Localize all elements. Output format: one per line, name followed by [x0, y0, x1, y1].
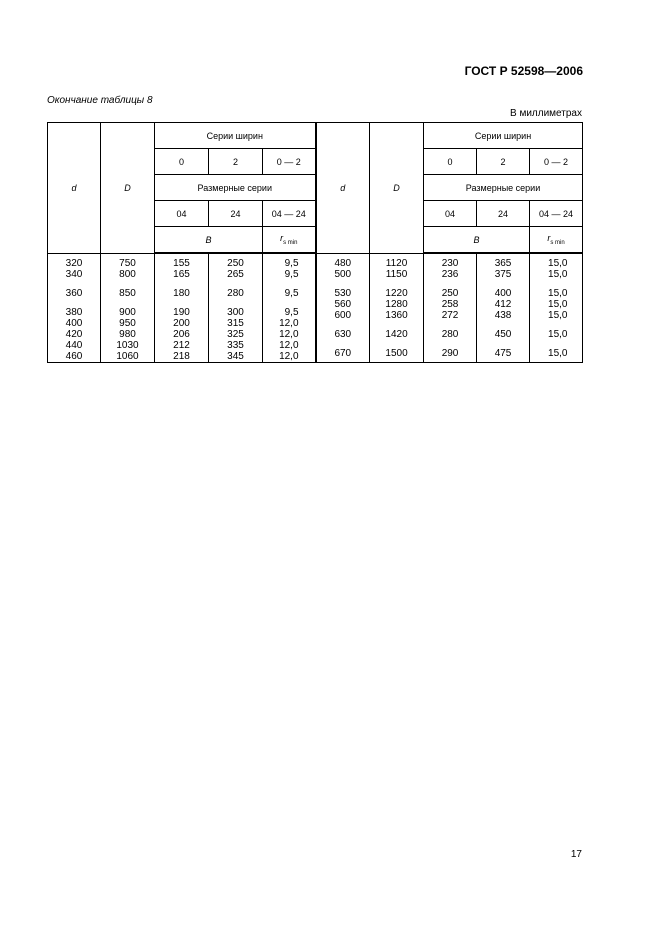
table-cell: 200 [173, 318, 190, 329]
table-cell: 250 [227, 258, 244, 269]
table-cell: 15,0 [548, 288, 568, 299]
table-cell: 670 [334, 347, 352, 359]
table-cell: 335 [227, 340, 244, 351]
table-cell: 850 [119, 287, 136, 299]
header-width-series-right: Серии ширин [424, 123, 583, 149]
table-cell: 258 [441, 299, 459, 310]
col-right-B2 [477, 253, 530, 363]
table-cell: 1060 [116, 350, 139, 362]
table-cell: 320 [65, 257, 83, 269]
header-dimension-series-value: 04 [155, 201, 209, 227]
table-cell: 15,0 [548, 348, 568, 359]
header-width-series-value: 0 [155, 149, 209, 175]
table-cell: 9,5 [284, 258, 299, 269]
col-right-d [316, 253, 370, 363]
table-cell: 15,0 [548, 299, 568, 310]
col-right-D [370, 253, 424, 363]
table-cell: 236 [441, 269, 459, 280]
header-width-series-value: 0 — 2 [530, 149, 583, 175]
table-cell: 980 [119, 328, 136, 340]
table-cell: 15,0 [548, 310, 568, 321]
table-cell: 438 [494, 310, 512, 321]
table-cell: 265 [227, 269, 244, 280]
rs-subscript: s min [283, 239, 298, 246]
table-cell: 1220 [385, 287, 408, 299]
header-d-right: d [316, 123, 370, 254]
header-rs-min-right [530, 227, 583, 254]
table-cell: 420 [65, 328, 83, 340]
table-cell: 1150 [385, 268, 408, 280]
header-dimension-series-left: Размерные серии [155, 175, 316, 201]
table-cell: 1360 [385, 309, 408, 321]
table-cell: 380 [65, 306, 83, 318]
header-dimension-series-value: 24 [477, 201, 530, 227]
col-left-rs [263, 253, 316, 363]
rs-symbol: r [280, 233, 284, 244]
table-cell: 300 [227, 307, 244, 318]
table-cell: 15,0 [548, 258, 568, 269]
table-cell: 155 [173, 258, 190, 269]
col-left-B2 [209, 253, 263, 363]
table-cell: 180 [173, 288, 190, 299]
units-note: В миллиметрах [510, 108, 582, 119]
table-cell: 630 [334, 328, 352, 340]
header-dimension-series-value: 04 — 24 [530, 201, 583, 227]
header-B-left: B [155, 227, 263, 254]
table-cell: 1500 [385, 347, 408, 359]
table-cell: 165 [173, 269, 190, 280]
table-cell: 280 [227, 288, 244, 299]
table-cell: 950 [119, 317, 136, 329]
table-cell: 190 [173, 307, 190, 318]
table-cell: 218 [173, 351, 190, 362]
header-dimension-series-value: 24 [209, 201, 263, 227]
table-cell: 340 [65, 268, 83, 280]
rs-symbol: r [547, 233, 551, 244]
table-cell: 480 [334, 257, 352, 269]
document-code: ГОСТ Р 52598—2006 [464, 64, 583, 78]
table-cell: 560 [334, 298, 352, 310]
col-left-B0 [155, 253, 209, 363]
table-cell: 375 [494, 269, 512, 280]
table-cell: 15,0 [548, 329, 568, 340]
table-cell: 12,0 [279, 340, 299, 351]
col-left-d [48, 253, 101, 363]
dimensions-table [47, 122, 583, 363]
table-cell: 400 [65, 317, 83, 329]
page-number: 17 [570, 849, 582, 860]
table-cell: 272 [441, 310, 459, 321]
table-cell: 450 [494, 329, 512, 340]
table-cell: 280 [441, 329, 459, 340]
header-D-right: D [370, 123, 424, 254]
table-cell: 206 [173, 329, 190, 340]
table-cell: 800 [119, 268, 136, 280]
header-width-series-value: 0 [424, 149, 477, 175]
table-cell: 365 [494, 258, 512, 269]
table-cell: 900 [119, 306, 136, 318]
table-cell: 600 [334, 309, 352, 321]
table-cell: 460 [65, 350, 83, 362]
header-width-series-value: 2 [477, 149, 530, 175]
table-cell: 412 [494, 299, 512, 310]
header-D-left: D [101, 123, 155, 254]
header-width-series-left: Серии ширин [155, 123, 316, 149]
header-width-series-value: 2 [209, 149, 263, 175]
table-cell: 12,0 [279, 329, 299, 340]
table-cell: 750 [119, 257, 136, 269]
table-cell: 9,5 [284, 288, 299, 299]
col-right-rs [530, 253, 583, 363]
table-cell: 12,0 [279, 318, 299, 329]
table-cell: 1420 [385, 328, 408, 340]
table-cell: 315 [227, 318, 244, 329]
table-cell: 212 [173, 340, 190, 351]
header-dimension-series-value: 04 [424, 201, 477, 227]
table-cell: 9,5 [284, 307, 299, 318]
header-width-series-value: 0 — 2 [263, 149, 316, 175]
table-cell: 325 [227, 329, 244, 340]
table-cell: 250 [441, 288, 459, 299]
table-cell: 9,5 [284, 269, 299, 280]
table-cell: 15,0 [548, 269, 568, 280]
header-B-right: B [424, 227, 530, 254]
table-cell: 360 [65, 287, 83, 299]
rs-subscript: s min [550, 239, 565, 246]
header-dimension-series-right: Размерные серии [424, 175, 583, 201]
table-cell: 1280 [385, 298, 408, 310]
table-cell: 530 [334, 287, 352, 299]
table-cell: 500 [334, 268, 352, 280]
table-cell: 290 [441, 348, 459, 359]
table-caption: Окончание таблицы 8 [47, 95, 153, 106]
table-cell: 12,0 [279, 351, 299, 362]
col-left-D [101, 253, 155, 363]
table-cell: 230 [441, 258, 459, 269]
table-cell: 440 [65, 339, 83, 351]
table-body-row [48, 253, 583, 363]
header-d-left: d [48, 123, 101, 254]
table-cell: 1030 [116, 339, 139, 351]
col-right-B0 [424, 253, 477, 363]
table-cell: 1120 [385, 257, 408, 269]
table-cell: 475 [494, 348, 512, 359]
table-cell: 400 [494, 288, 512, 299]
table-cell: 345 [227, 351, 244, 362]
header-dimension-series-value: 04 — 24 [263, 201, 316, 227]
header-rs-min-left [263, 227, 316, 254]
